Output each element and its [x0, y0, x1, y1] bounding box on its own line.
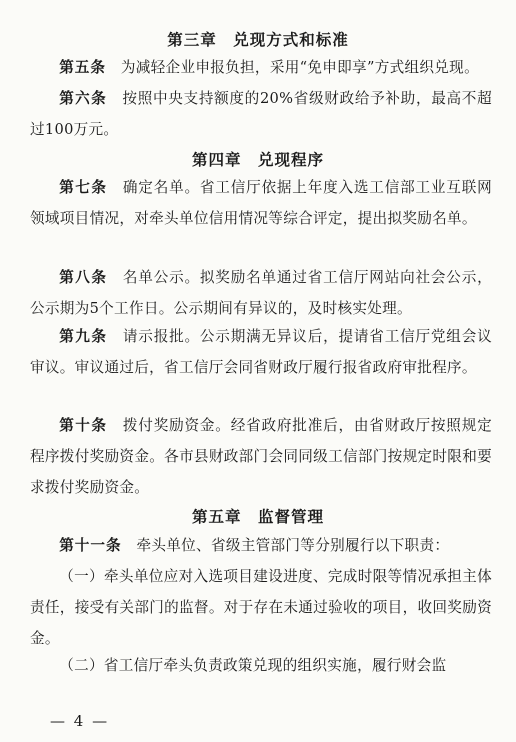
- article-7-text: 确定名单。省工信厅依据上年度入选工信部工业互联网领域项目情况，对牵头单位信用情况等综合评定，提出拟奖励名单。: [30, 179, 492, 227]
- chapter-4-heading: 第四章 兑现程序: [191, 151, 324, 169]
- article-7-label: 第七条: [59, 179, 108, 196]
- article-11-label: 第十一条: [59, 537, 122, 554]
- chapter-3-heading: 第三章 兑现方式和标准: [167, 31, 349, 49]
- article-6-label: 第六条: [59, 90, 108, 107]
- item-1: （一）牵头单位应对入选项目建设进度、完成时限等情况承担主体责任，接受有关部门的监督。对于存在未通过验收的项目，收回奖励资金。: [30, 568, 492, 647]
- chapter-5-heading: 第五章 监督管理: [191, 508, 324, 526]
- article-10-text: 拨付奖励资金。经省政府批准后，由省财政厅按照规定程序拨付奖励资金。各市县财政部门会同同级工信部门按规定时限和要求拨付奖励资金。: [30, 417, 492, 496]
- article-8: [30, 262, 492, 324]
- article-11-text: 牵头单位、省级主管部门等分别履行以下职责：: [121, 537, 450, 554]
- page-number: — 4 —: [50, 712, 110, 730]
- article-5-label: 第五条: [59, 59, 106, 76]
- article-6: [30, 83, 492, 145]
- article-10: [30, 410, 492, 503]
- article-9-text: 请示报批。公示期满无异议后，提请省工信厅党组会议审议。审议通过后，省工信厅会同省财政厅履行报省政府审批程序。: [30, 328, 492, 376]
- article-5-text: 为减轻企业申报负担，采用“免申即享”方式组织兑现。: [105, 59, 479, 76]
- article-11: [30, 530, 492, 561]
- article-9-label: 第九条: [59, 328, 108, 345]
- article-5: [30, 52, 492, 83]
- article-10-label: 第十条: [59, 417, 108, 434]
- article-8-label: 第八条: [59, 269, 108, 286]
- article-8-text: 名单公示。拟奖励名单通过省工信厅网站向社会公示，公示期为5个工作日。公示期间有异议的，及时核实处理。: [30, 269, 492, 317]
- article-9: [30, 321, 492, 383]
- article-6-text: 按照中央支持额度的20%省级财政给予补助，最高不超过100万元。: [30, 90, 492, 138]
- article-7: [30, 172, 492, 234]
- item-2: （二）省工信厅牵头负责政策兑现的组织实施，履行财会监: [59, 657, 447, 674]
